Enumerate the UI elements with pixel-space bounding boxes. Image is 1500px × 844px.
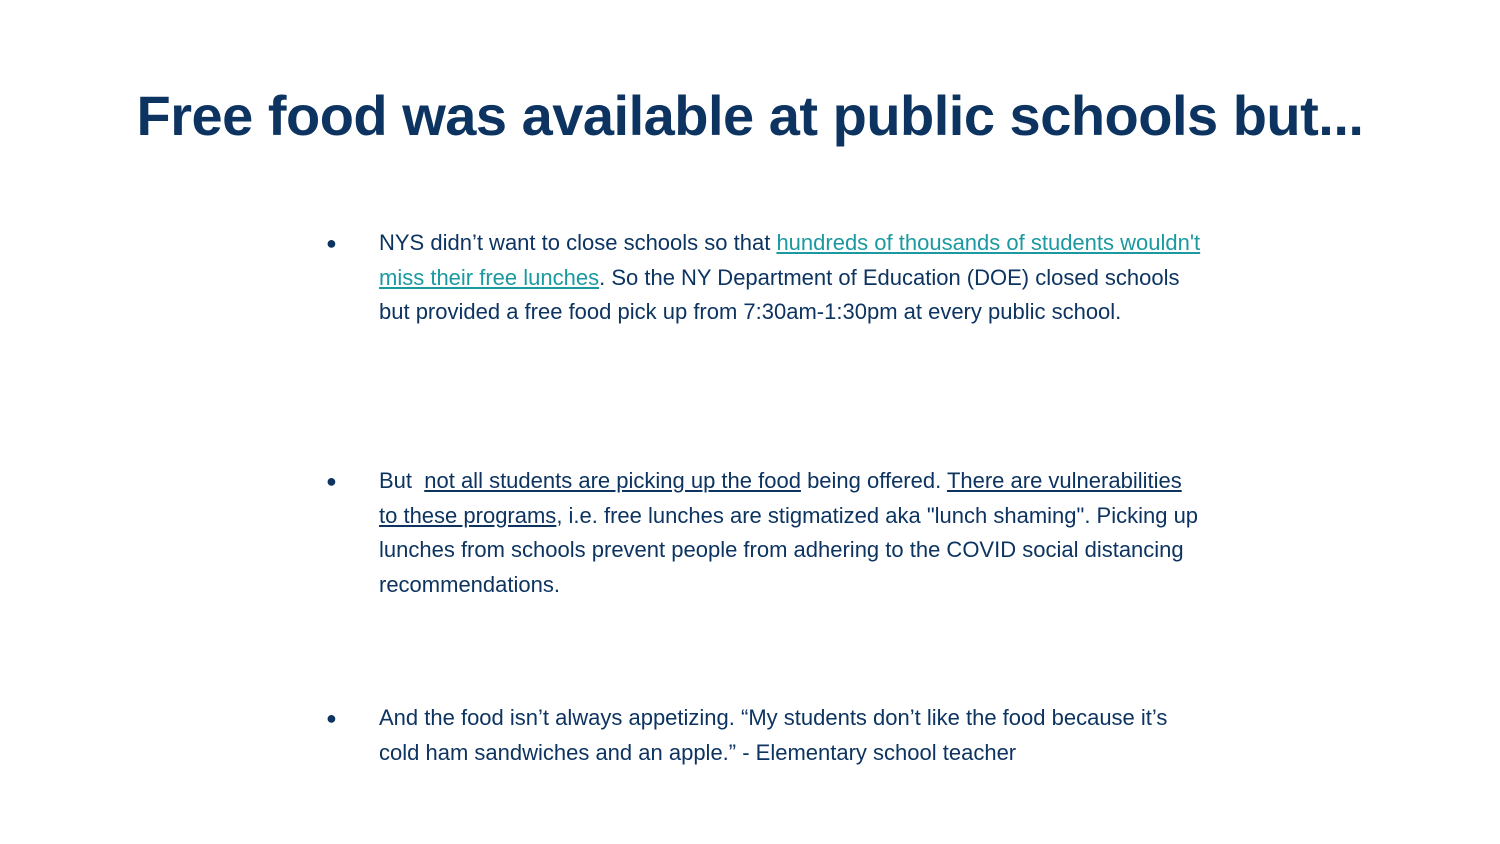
program-vulnerabilities-link[interactable]: There are vulnerabilities to these programs	[379, 468, 1182, 528]
not-picking-up-food-link[interactable]: not all students are picking up the food	[424, 468, 801, 493]
bullet-dot-icon: ●	[326, 471, 337, 491]
bullet-dot-icon: ●	[326, 233, 337, 253]
bullet-item-vulnerabilities	[326, 464, 1204, 602]
bullet-text: And the food isn’t always appetizing. “My students don’t like the food because it’s cold ham sandwiches and an apple.” - Elementary school teacher	[379, 705, 1168, 765]
bullet-text: being offered.	[800, 468, 947, 493]
free-lunches-link[interactable]: hundreds of thousands of students wouldn't miss their free lunches	[379, 230, 1201, 290]
slide-title: Free food was available at public schools but...	[136, 84, 1364, 147]
bullet-item-school-closure	[326, 226, 1204, 330]
bullet-text: , i.e. free lunches are stigmatized aka "lunch shaming". Picking up lunches from schools prevent people from adhering to the COVID social distancing recommendations.	[379, 502, 1199, 597]
bullet-dot-icon: ●	[326, 708, 337, 728]
bullet-text: . So the NY Department of Education (DOE) closed schools but provided a free food pick up from 7:30am-1:30pm at every public school.	[379, 264, 1180, 324]
bullet-item-food-quality	[326, 701, 1204, 770]
bullet-text: But	[379, 468, 425, 493]
bullet-text: NYS didn’t want to close schools so that	[379, 230, 777, 255]
